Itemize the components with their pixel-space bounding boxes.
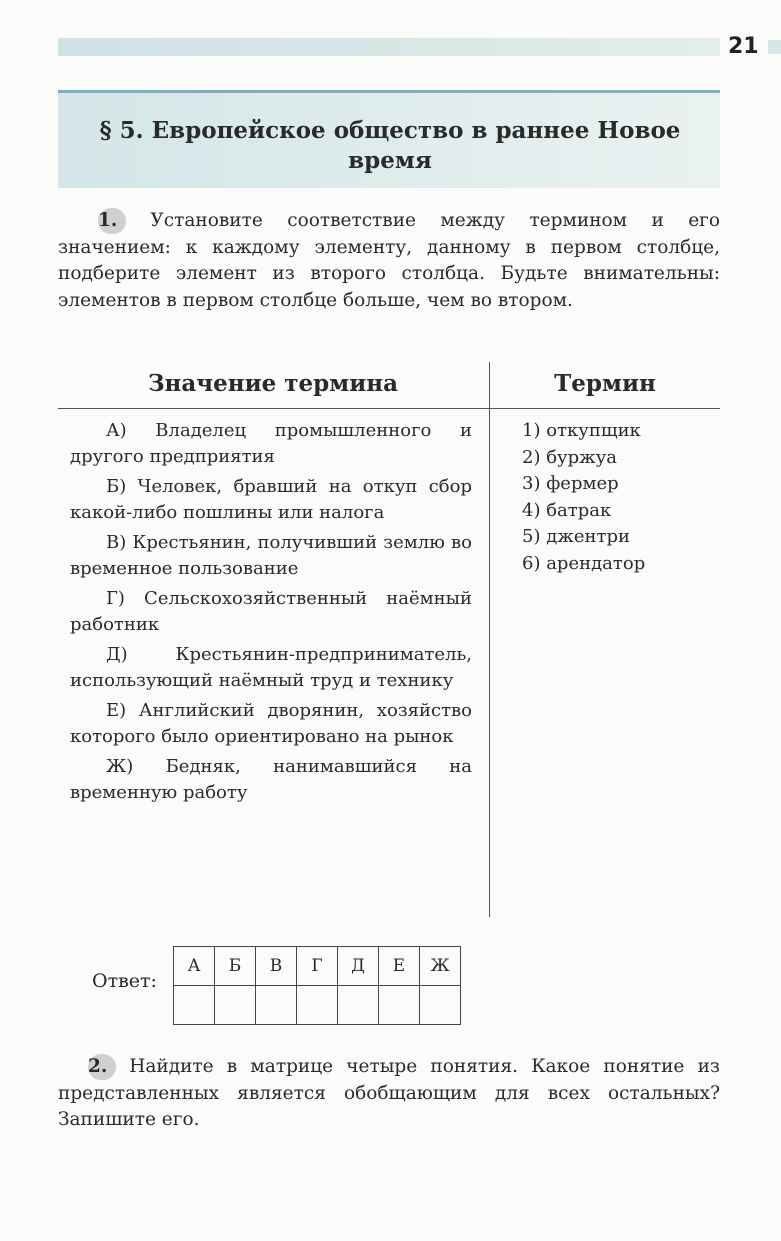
table-header-rule bbox=[58, 408, 720, 409]
term-item: 4) батрак bbox=[522, 499, 612, 521]
answer-letter: Е bbox=[379, 947, 420, 986]
answer-letter: Д bbox=[338, 947, 379, 986]
answer-letter: А bbox=[174, 947, 215, 986]
term-item: 1) откупщик bbox=[522, 420, 641, 441]
meaning-item: Г) Сельскохозяйственный наёмный работник bbox=[70, 588, 472, 635]
task-2-text: Найдите в матрице четыре понятия. Какое понятие из представленных является обобщающим для всех остальных? Запишите его. bbox=[58, 1056, 720, 1130]
task-1-text: Установите соответствие между термином и его значением: к каждому элементу, данному в первом столбце, подберите элемент из второго столбца. Будьте внимательны: элементов в первом столбце больше, чем во втором. bbox=[58, 210, 720, 311]
task-2 bbox=[58, 1054, 720, 1134]
top-decorative-bar bbox=[58, 38, 720, 56]
edge-decorative-bar bbox=[768, 40, 781, 54]
task-1 bbox=[58, 208, 720, 314]
answer-letter: Ж bbox=[420, 947, 461, 986]
answer-values-row bbox=[174, 986, 461, 1025]
meanings-list bbox=[70, 418, 472, 810]
terms-list bbox=[522, 418, 712, 577]
meaning-item: Ж) Бедняк, нанимавшийся на временную работу bbox=[70, 756, 472, 803]
meaning-item: А) Владелец промышленного и другого предприятия bbox=[70, 420, 472, 467]
answer-cell[interactable] bbox=[297, 986, 338, 1025]
task-1-number: 1. bbox=[98, 208, 126, 234]
page-number: 21 bbox=[728, 34, 759, 59]
answer-letter: В bbox=[256, 947, 297, 986]
answer-grid bbox=[173, 946, 461, 1025]
answer-label: Ответ: bbox=[92, 970, 157, 992]
term-item: 6) арендатор bbox=[522, 552, 646, 574]
term-item: 5) джентри bbox=[522, 526, 630, 547]
answer-letter: Б bbox=[215, 947, 256, 986]
table-column-divider bbox=[489, 362, 490, 917]
answer-cell[interactable] bbox=[215, 986, 256, 1025]
meaning-item: Е) Английский дворянин, хозяйство которого было ориентировано на рынок bbox=[70, 700, 472, 747]
term-item: 3) фермер bbox=[522, 473, 619, 494]
answer-cell[interactable] bbox=[338, 986, 379, 1025]
answer-cell[interactable] bbox=[420, 986, 461, 1025]
meaning-item: Б) Человек, бравший на откуп сбор какой-либо пошлины или налога bbox=[70, 476, 472, 523]
meaning-column-header: Значение термина bbox=[147, 370, 399, 397]
section-title: § 5. Европейское общество в раннее Новое время bbox=[99, 117, 681, 174]
answer-letters-row bbox=[174, 947, 461, 986]
answer-cell[interactable] bbox=[256, 986, 297, 1025]
answer-cell[interactable] bbox=[379, 986, 420, 1025]
answer-letter: Г bbox=[297, 947, 338, 986]
task-2-number: 2. bbox=[88, 1054, 116, 1080]
term-column-header: Термин bbox=[554, 370, 656, 397]
meaning-item: Д) Крестьянин-предприниматель, использующий наёмный труд и технику bbox=[70, 644, 472, 691]
meaning-item: В) Крестьянин, получивший землю во временное пользование bbox=[70, 532, 472, 579]
term-item: 2) буржуа bbox=[522, 446, 618, 468]
answer-cell[interactable] bbox=[174, 986, 215, 1025]
